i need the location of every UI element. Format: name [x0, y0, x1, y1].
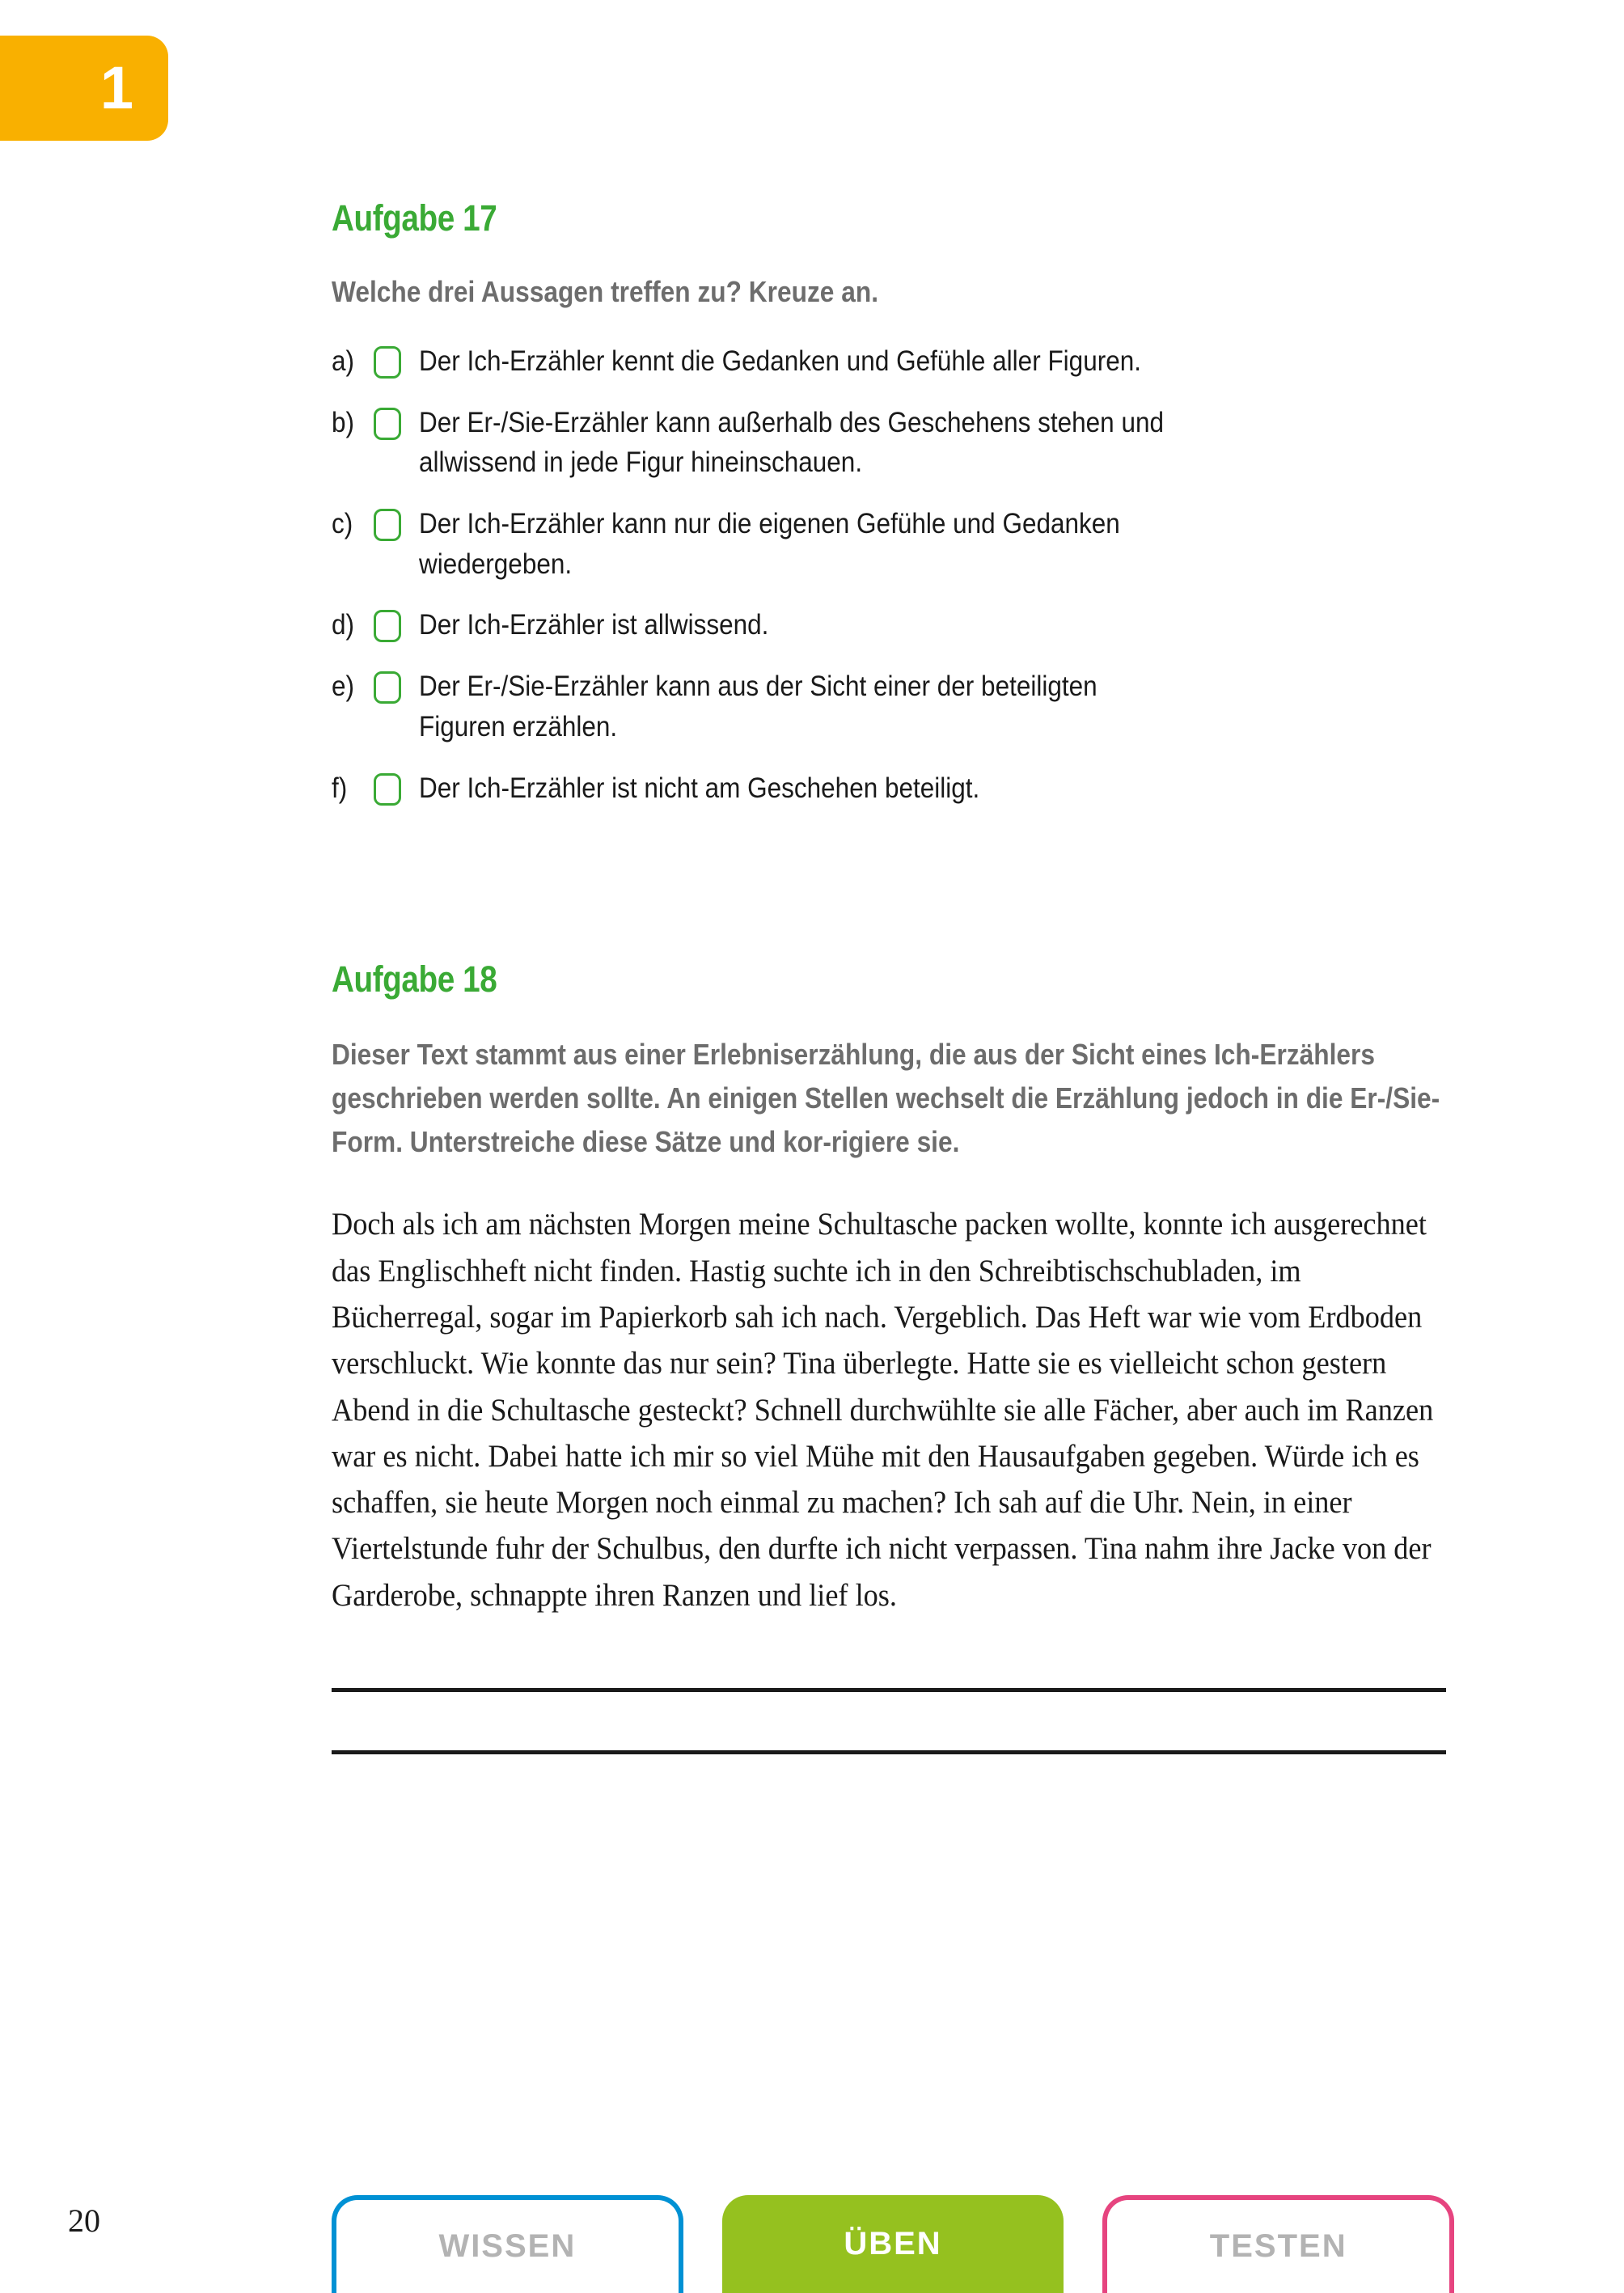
tab-ueben[interactable] — [722, 2195, 1064, 2293]
choice-label: Der Ich-Erzähler ist allwissend. — [419, 609, 769, 641]
tab-testen-label: TESTEN — [1209, 2228, 1347, 2264]
task-17-heading: Aufgabe 17 — [332, 197, 497, 239]
task-18-instruction: Dieser Text stammt aus einer Erlebniserzählung, die aus der Sicht eines Ich-Erzählers geschrieben werden sollte. An einigen Stellen wechselt die Erzählung jedoch in die Er-/Sie-Form. Unterstreiche diese Sätze und kor-rigiere sie. — [332, 1038, 1440, 1159]
chapter-number: 1 — [99, 54, 133, 121]
tab-wissen-label: WISSEN — [438, 2228, 577, 2264]
page-content — [332, 0, 1464, 1813]
choice-letter: e) — [332, 671, 355, 703]
choice-label: Der Ich-Erzähler kennt die Gedanken und Gefühle aller Figuren. — [419, 345, 1142, 377]
choice-item-d[interactable] — [332, 605, 1464, 645]
answer-lines — [332, 1688, 1464, 1754]
checkbox-icon[interactable] — [374, 509, 401, 541]
choice-letter: a) — [332, 345, 355, 377]
checkbox-icon[interactable] — [374, 408, 401, 440]
tab-wissen[interactable] — [332, 2195, 683, 2293]
task-17-choice-list — [332, 341, 1464, 808]
answer-line-1[interactable] — [332, 1688, 1446, 1692]
checkbox-icon[interactable] — [374, 773, 401, 806]
choice-letter: c) — [332, 508, 353, 540]
checkbox-icon[interactable] — [374, 610, 401, 642]
tab-ueben-label: ÜBEN — [844, 2226, 942, 2261]
choice-letter: d) — [332, 609, 355, 641]
answer-line-2[interactable] — [332, 1750, 1446, 1754]
choice-item-e[interactable] — [332, 666, 1464, 747]
choice-label: Der Ich-Erzähler ist nicht am Geschehen beteiligt. — [419, 772, 980, 804]
choice-letter: b) — [332, 406, 355, 438]
task-18-narrative-text: Doch als ich am nächsten Morgen meine Schultasche packen wollte, konnte ich ausgerechnet das Englischheft nicht finden. Hastig suchte ich in den Schreibtischschubladen, im Bücherregal, sogar im Papierkorb sah ich nach. Vergeblich. Das Heft war wie vom Erdboden verschluckt. Wie konnte das nur sein? Tina überlegte. Hatte sie es vielleicht schon gestern Abend in die Schultasche gesteckt? Schnell durchwühlte sie alle Fächer, aber auch im Ranzen war es nicht. Dabei hatte ich mir so viel Mühe mit den Hausaufgaben gegeben. Würde ich es schaffen, sie heute Morgen noch einmal zu machen? Ich sah auf die Uhr. Nein, in einer Viertelstunde fuhr der Schulbus, den durfte ich nicht verpassen. Tina nahm ihre Jacke von der Garderobe, schnappte ihren Ranzen und lief los. — [332, 1207, 1434, 1613]
task-18-heading: Aufgabe 18 — [332, 958, 497, 1001]
choice-label: Der Ich-Erzähler kann nur die eigenen Gefühle und Gedanken wiedergeben. — [419, 508, 1120, 580]
choice-item-f[interactable] — [332, 768, 1464, 809]
choice-label: Der Er-/Sie-Erzähler kann aus der Sicht einer der beteiligten Figuren erzählen. — [419, 671, 1097, 742]
page-number: 20 — [68, 2202, 100, 2239]
checkbox-icon[interactable] — [374, 346, 401, 379]
choice-item-c[interactable] — [332, 504, 1464, 584]
footer-tabs — [332, 2195, 1454, 2293]
chapter-tab — [0, 36, 168, 141]
checkbox-icon[interactable] — [374, 671, 401, 704]
tab-testen[interactable] — [1102, 2195, 1454, 2293]
choice-letter: f) — [332, 772, 348, 804]
choice-item-b[interactable] — [332, 403, 1464, 483]
choice-item-a[interactable] — [332, 341, 1464, 382]
choice-label: Der Er-/Sie-Erzähler kann außerhalb des Geschehens stehen und allwissend in jede Figur hineinschauen. — [419, 406, 1165, 479]
task-17-instruction: Welche drei Aussagen treffen zu? Kreuze an. — [332, 275, 879, 308]
